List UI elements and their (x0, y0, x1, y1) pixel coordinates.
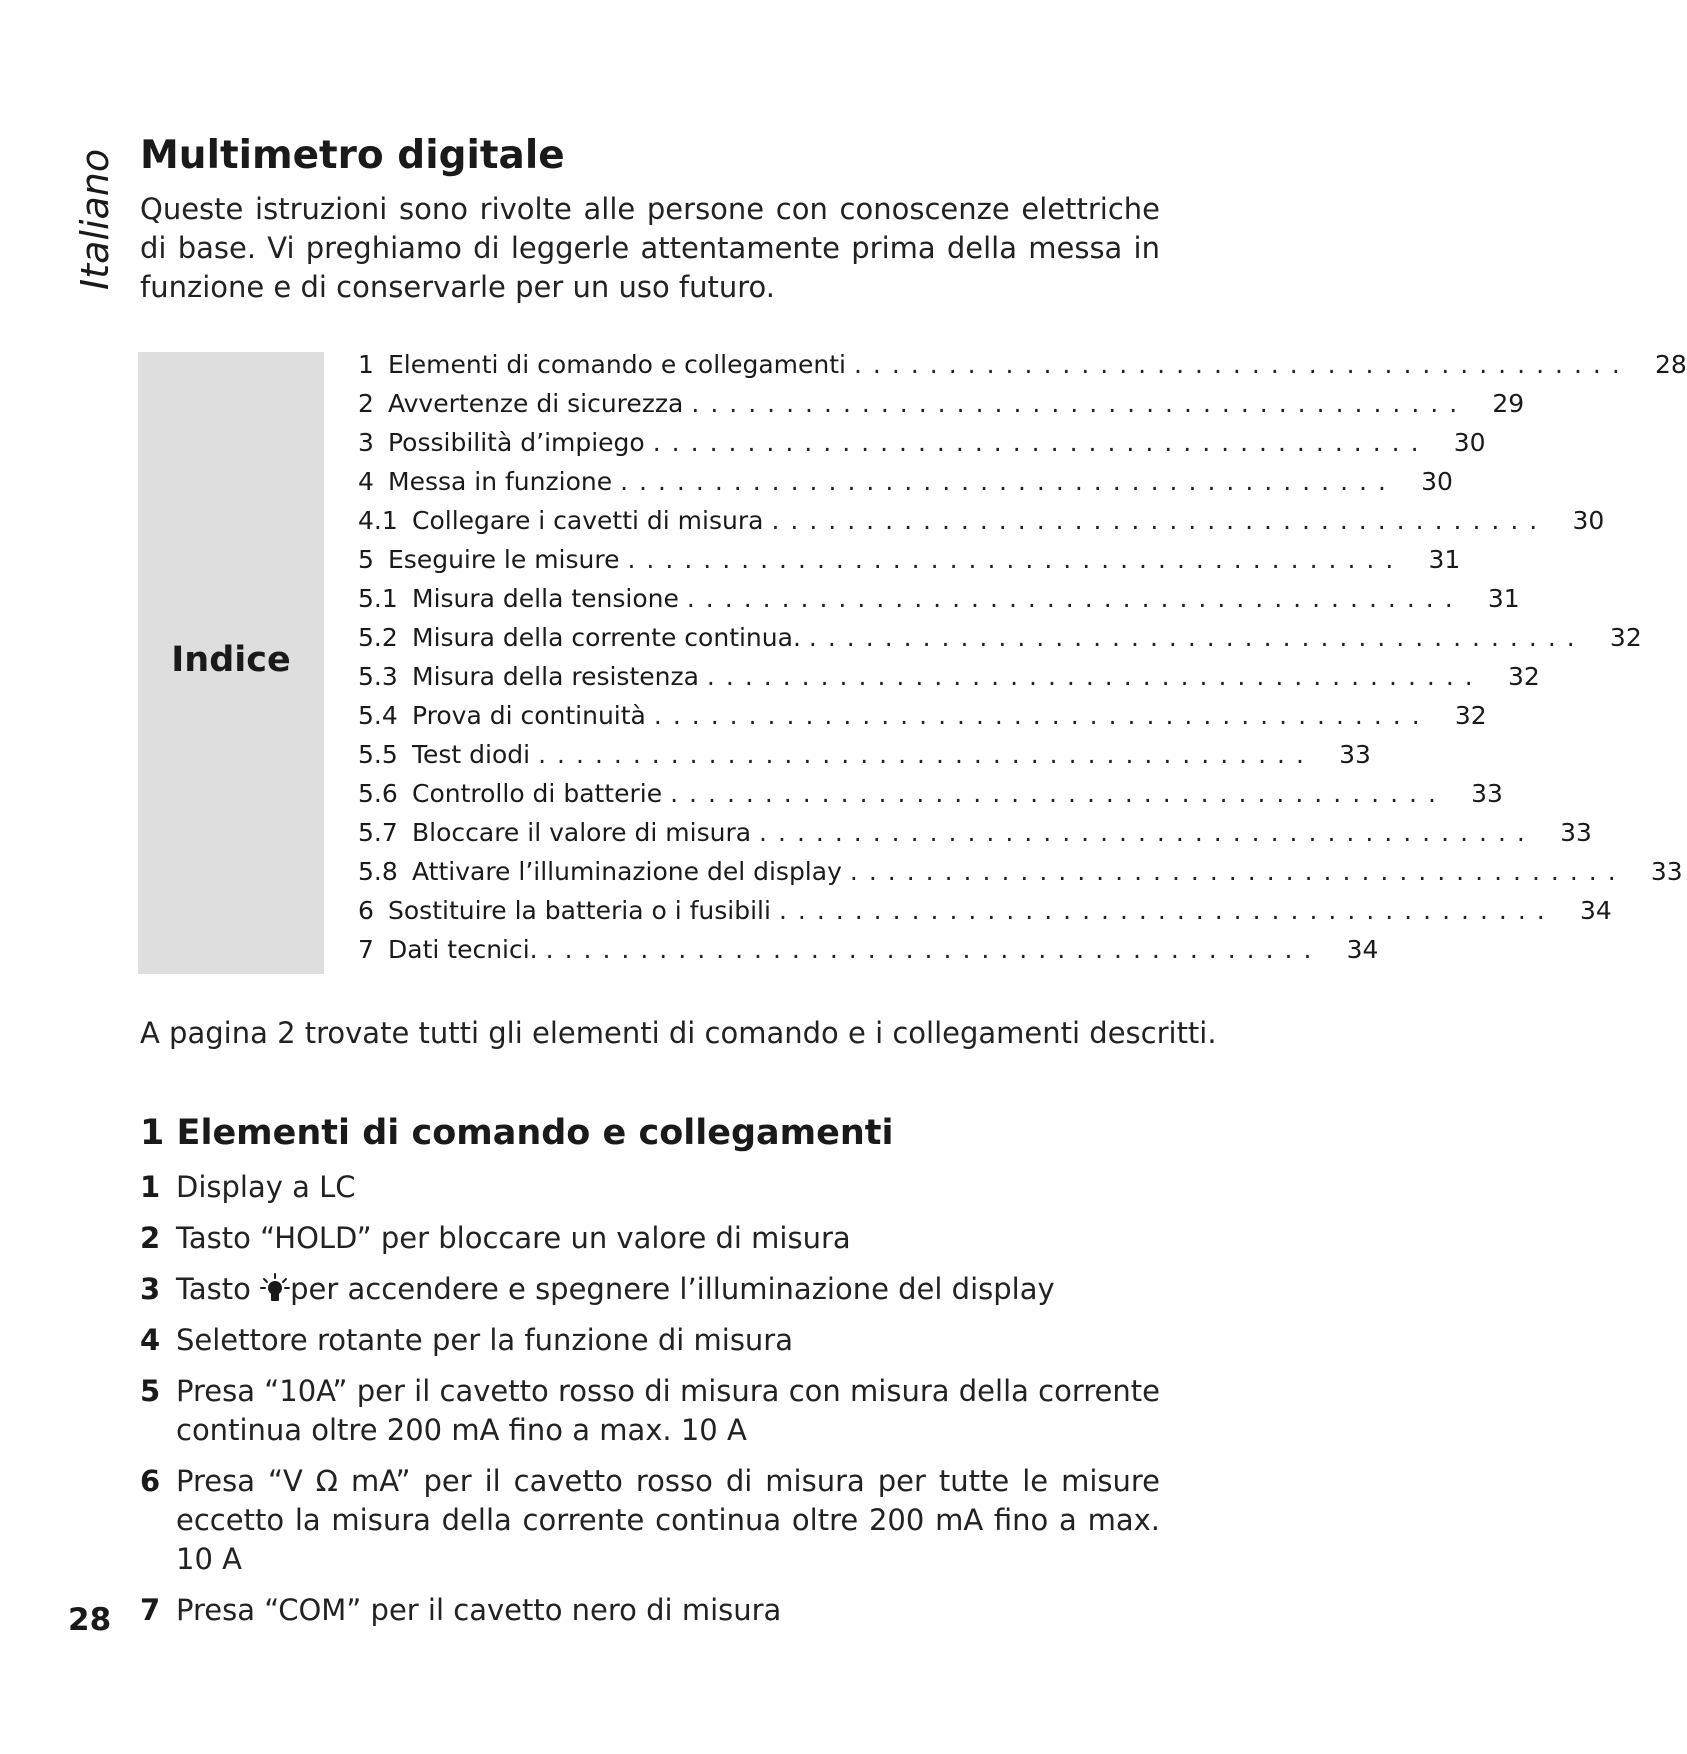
table-of-contents (358, 345, 1687, 969)
item-number: 5 (140, 1374, 161, 1408)
page-reference-note: A pagina 2 trovate tutti gli elementi di comando e i collegamenti descritti. (140, 1016, 1217, 1050)
item-text: Presa “V Ω mA” per il cavetto rosso di misura per tutte le misure eccetto la misura della corrente continua oltre 200 mA fino a max. 10 A (176, 1464, 1160, 1576)
item-number: 3 (140, 1272, 161, 1306)
section-title: 1 Elementi di comando e collegamenti (140, 1113, 894, 1153)
toc-leader-dots: ......................................... (691, 389, 1469, 418)
toc-entry[interactable]: 6 Sostituire la batteria o i fusibili ......................................... 34 (358, 891, 1128, 930)
list-item (140, 1219, 1160, 1258)
toc-leader-dots: ......................................... (545, 935, 1323, 964)
toc-leader-dots: ......................................... (627, 545, 1405, 574)
toc-entry[interactable]: 4 Messa in funzione ......................................... 30 (358, 462, 1128, 501)
toc-leader-dots: ......................................... (778, 896, 1556, 925)
toc-entry[interactable]: 5.6 Controllo di batterie ......................................... 33 (358, 774, 1128, 813)
toc-entry[interactable]: 5.2 Misura della corrente continua. ......................................... 32 (358, 618, 1128, 657)
item-number: 4 (140, 1323, 161, 1357)
item-text-before-icon: Tasto (176, 1272, 261, 1306)
list-item (140, 1591, 1160, 1630)
list-item (140, 1462, 1160, 1579)
light-bulb-icon (260, 1273, 290, 1305)
item-text: Display a LC (176, 1170, 356, 1204)
item-number: 6 (140, 1464, 161, 1498)
page-title: Multimetro digitale (140, 133, 565, 178)
item-number: 1 (140, 1170, 161, 1204)
toc-leader-dots: ......................................... (686, 584, 1464, 613)
toc-leader-dots: ......................................... (652, 428, 1430, 457)
toc-leader-dots: ......................................... (620, 467, 1397, 496)
language-side-label (70, 140, 120, 290)
toc-leader-dots: ......................................... (849, 857, 1627, 886)
toc-leader-dots: ......................................... (808, 623, 1586, 652)
toc-entry[interactable]: 5.5 Test diodi ......................................... 33 (358, 735, 1128, 774)
toc-entry[interactable]: 5.4 Prova di continuità ......................................... 32 (358, 696, 1128, 735)
toc-leader-dots: ......................................... (759, 818, 1536, 847)
item-text: Selettore rotante per la funzione di misura (176, 1323, 794, 1357)
toc-entry[interactable]: 3 Possibilità d’impiego ......................................... 30 (358, 423, 1128, 462)
controls-list (140, 1168, 1160, 1642)
toc-entry[interactable]: 5 Eseguire le misure ......................................... 31 (358, 540, 1128, 579)
item-number: 7 (140, 1593, 161, 1627)
language-label-text: Italiano (73, 148, 117, 290)
toc-entry[interactable]: 4.1 Collegare i cavetti di misura ......................................... 30 (358, 501, 1128, 540)
item-text: Presa “COM” per il cavetto nero di misura (176, 1593, 782, 1627)
list-item (140, 1372, 1160, 1450)
intro-paragraph: Queste istruzioni sono rivolte alle persone con conoscenze elettriche di base. Vi preghiamo di leggerle attentamente prima della messa in funzione e di conservarle per un uso futuro. (140, 192, 1160, 304)
list-item (140, 1270, 1160, 1309)
item-text-after-icon: per accendere e spegnere l’illuminazione del display (290, 1272, 1055, 1306)
toc-entry[interactable]: 2 Avvertenze di sicurezza ......................................... 29 (358, 384, 1128, 423)
toc-leader-dots: ......................................... (653, 701, 1431, 730)
toc-leader-dots: ......................................... (771, 506, 1549, 535)
toc-leader-dots: ......................................... (706, 662, 1484, 691)
item-text: Tasto “HOLD” per bloccare un valore di misura (176, 1221, 851, 1255)
list-item (140, 1168, 1160, 1207)
toc-entry[interactable]: 1 Elementi di comando e collegamenti ......................................... 28 (358, 345, 1128, 384)
toc-entry[interactable]: 7 Dati tecnici. ......................................... 34 (358, 930, 1128, 969)
toc-leader-dots: ......................................... (853, 350, 1631, 379)
item-text: Presa “10A” per il cavetto rosso di misura con misura della corrente continua oltre 200 mA fino a max. 10 A (176, 1374, 1160, 1447)
page-number: 28 (68, 1602, 112, 1638)
toc-entry[interactable]: 5.3 Misura della resistenza ......................................... 32 (358, 657, 1128, 696)
toc-leader-dots: ......................................... (538, 740, 1315, 769)
toc-entry[interactable]: 5.7 Bloccare il valore di misura ......................................... 33 (358, 813, 1128, 852)
toc-leader-dots: ......................................... (670, 779, 1447, 808)
toc-entry[interactable]: 5.1 Misura della tensione ......................................... 31 (358, 579, 1128, 618)
item-number: 2 (140, 1221, 161, 1255)
toc-entry[interactable]: 5.8 Attivare l’illuminazione del display ......................................... 33 (358, 852, 1128, 891)
list-item (140, 1321, 1160, 1360)
toc-heading: Indice (171, 640, 291, 680)
